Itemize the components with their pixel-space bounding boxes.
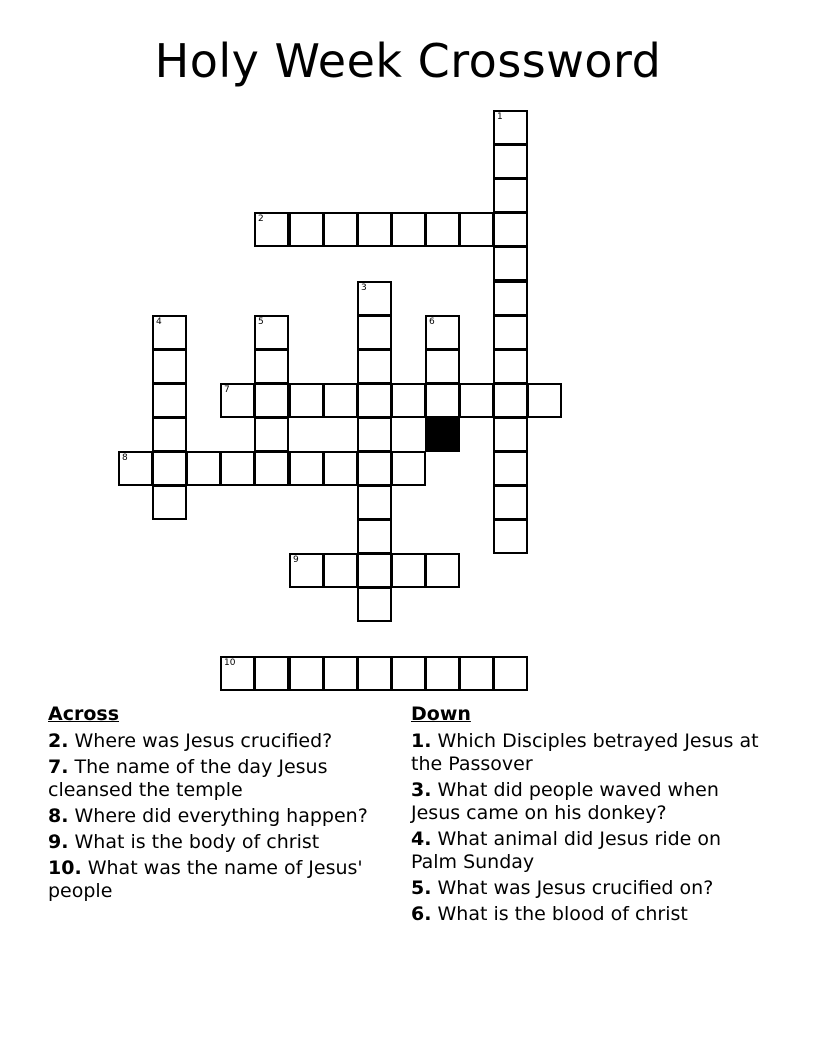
cell-number: 2 — [258, 214, 264, 224]
clue-number: 9. — [48, 831, 69, 853]
grid-cell[interactable] — [254, 656, 289, 691]
clue-across-8 — [48, 805, 398, 828]
grid-cell[interactable] — [493, 110, 528, 145]
grid-cell[interactable] — [527, 383, 562, 418]
grid-cell[interactable] — [493, 281, 528, 316]
clue-number: 3. — [411, 779, 432, 801]
grid-cell[interactable] — [289, 212, 324, 247]
grid-cell[interactable] — [254, 212, 289, 247]
grid-cell[interactable] — [357, 587, 392, 622]
grid-cell[interactable] — [118, 451, 153, 486]
clue-text: What is the blood of christ — [437, 903, 688, 925]
clue-across-9 — [48, 831, 398, 854]
grid-cell[interactable] — [323, 553, 358, 588]
clue-number: 7. — [48, 756, 69, 778]
grid-cell[interactable] — [186, 451, 221, 486]
clue-text: Where was Jesus crucified? — [74, 730, 333, 752]
grid-cell[interactable] — [357, 417, 392, 452]
grid-cell[interactable] — [357, 281, 392, 316]
grid-cell[interactable] — [357, 383, 392, 418]
clue-text: Which Disciples betrayed Jesus at the Passover — [411, 730, 759, 775]
grid-cell[interactable] — [493, 656, 528, 691]
grid-cell[interactable] — [357, 451, 392, 486]
grid-cell[interactable] — [357, 315, 392, 350]
clue-text: What did people waved when Jesus came on his donkey? — [411, 779, 719, 824]
clue-text: What animal did Jesus ride on Palm Sunday — [411, 828, 722, 873]
clue-down-4 — [411, 828, 771, 874]
black-cell — [425, 417, 460, 452]
grid-cell[interactable] — [254, 451, 289, 486]
grid-cell[interactable] — [493, 144, 528, 179]
clue-text: What is the body of christ — [74, 831, 320, 853]
grid-cell[interactable] — [254, 383, 289, 418]
across-clues — [48, 703, 398, 906]
grid-cell[interactable] — [220, 656, 255, 691]
cell-number: 7 — [224, 385, 230, 395]
grid-cell[interactable] — [220, 383, 255, 418]
grid-cell[interactable] — [391, 383, 426, 418]
clue-down-3 — [411, 779, 771, 825]
clue-number: 10. — [48, 857, 82, 879]
clue-number: 8. — [48, 805, 69, 827]
grid-cell[interactable] — [493, 212, 528, 247]
grid-cell[interactable] — [323, 383, 358, 418]
cell-number: 1 — [497, 112, 503, 122]
grid-cell[interactable] — [357, 485, 392, 520]
grid-cell[interactable] — [357, 553, 392, 588]
clue-down-1 — [411, 730, 771, 776]
grid-cell[interactable] — [459, 212, 494, 247]
cell-number: 5 — [258, 317, 264, 327]
grid-cell[interactable] — [425, 212, 460, 247]
cell-number: 10 — [224, 658, 236, 668]
cell-number: 6 — [429, 317, 435, 327]
clue-across-2 — [48, 730, 398, 753]
grid-cell[interactable] — [323, 656, 358, 691]
clue-text: What was Jesus crucified on? — [437, 877, 714, 899]
grid-cell[interactable] — [493, 315, 528, 350]
grid-cell[interactable] — [391, 451, 426, 486]
grid-cell[interactable] — [152, 349, 187, 384]
grid-cell[interactable] — [357, 212, 392, 247]
clue-number: 6. — [411, 903, 432, 925]
down-clues — [411, 703, 771, 929]
clue-down-5 — [411, 877, 771, 900]
grid-cell[interactable] — [254, 417, 289, 452]
grid-cell[interactable] — [152, 315, 187, 350]
grid-cell[interactable] — [391, 553, 426, 588]
grid-cell[interactable] — [254, 349, 289, 384]
grid-cell[interactable] — [493, 417, 528, 452]
cell-number: 4 — [156, 317, 162, 327]
down-heading: Down — [411, 703, 471, 725]
grid-cell[interactable] — [152, 451, 187, 486]
clue-text: What was the name of Jesus' people — [48, 857, 363, 902]
grid-cell[interactable] — [289, 383, 324, 418]
grid-cell[interactable] — [289, 451, 324, 486]
across-heading: Across — [48, 703, 120, 725]
grid-cell[interactable] — [425, 349, 460, 384]
grid-cell[interactable] — [493, 383, 528, 418]
clue-number: 5. — [411, 877, 432, 899]
cell-number: 3 — [361, 283, 367, 293]
grid-cell[interactable] — [493, 451, 528, 486]
cell-number: 8 — [122, 453, 128, 463]
clue-number: 2. — [48, 730, 69, 752]
grid-cell[interactable] — [493, 485, 528, 520]
grid-cell[interactable] — [459, 383, 494, 418]
page-title: Holy Week Crossword — [154, 34, 662, 88]
grid-cell[interactable] — [425, 383, 460, 418]
grid-cell[interactable] — [357, 349, 392, 384]
clue-text: The name of the day Jesus cleansed the temple — [48, 756, 328, 801]
clue-across-10 — [48, 857, 398, 903]
clue-down-6 — [411, 903, 771, 926]
grid-cell[interactable] — [425, 656, 460, 691]
cell-number: 9 — [293, 555, 299, 565]
grid-cell[interactable] — [425, 553, 460, 588]
grid-cell[interactable] — [493, 349, 528, 384]
clue-across-7 — [48, 756, 398, 802]
grid-cell[interactable] — [459, 656, 494, 691]
grid-cell[interactable] — [493, 519, 528, 554]
grid-cell[interactable] — [493, 246, 528, 281]
grid-cell[interactable] — [220, 451, 255, 486]
grid-cell[interactable] — [152, 485, 187, 520]
grid-cell[interactable] — [391, 656, 426, 691]
grid-cell[interactable] — [323, 212, 358, 247]
clue-number: 4. — [411, 828, 432, 850]
grid-cell[interactable] — [391, 212, 426, 247]
grid-cell[interactable] — [254, 315, 289, 350]
grid-cell[interactable] — [289, 656, 324, 691]
grid-cell[interactable] — [425, 315, 460, 350]
clue-text: Where did everything happen? — [74, 805, 368, 827]
grid-cell[interactable] — [152, 383, 187, 418]
grid-cell[interactable] — [357, 519, 392, 554]
clue-number: 1. — [411, 730, 432, 752]
grid-cell[interactable] — [493, 178, 528, 213]
grid-cell[interactable] — [289, 553, 324, 588]
grid-cell[interactable] — [152, 417, 187, 452]
grid-cell[interactable] — [357, 656, 392, 691]
grid-cell[interactable] — [323, 451, 358, 486]
